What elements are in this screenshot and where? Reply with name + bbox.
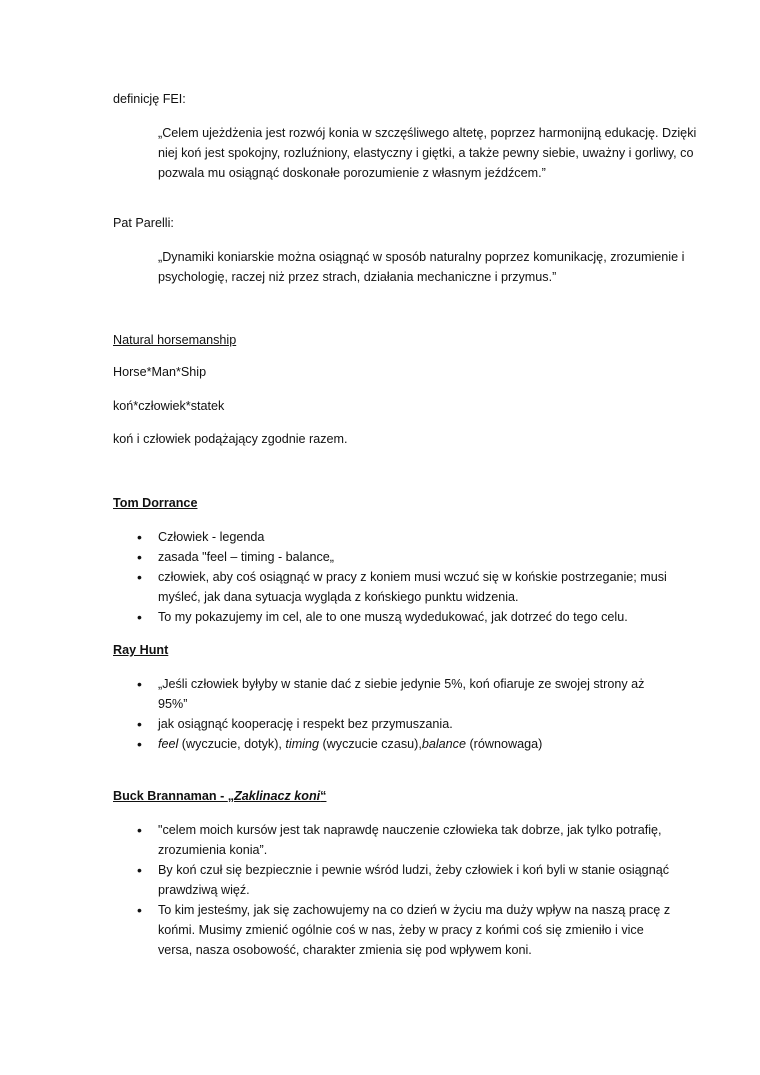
list-item: • człowiek, aby coś osiągnąć w pracy z koniem musi wczuć się w końskie postrzeganie; musi myśleć, jak dana sytuacja wygląda z końskiego punktu widzenia. (113, 567, 673, 607)
dorrance-list (113, 527, 673, 627)
list-item (113, 734, 673, 754)
brannaman-open-quote: „ (227, 789, 235, 803)
natural-line-1: Horse*Man*Ship (113, 365, 207, 379)
timing-term: timing (285, 737, 319, 751)
natural-horsemanship-heading: Natural horsemanship (113, 333, 237, 347)
list-item: • „Jeśli człowiek byłyby w stanie dać z siebie jedynie 5%, koń ofiaruje ze swojej strony aż 95%” (113, 674, 673, 714)
timing-desc: (wyczucie czasu), (318, 737, 422, 751)
feel-desc: (wyczucie, dotyk), (178, 737, 286, 751)
brannaman-heading (113, 789, 326, 803)
list-item: • To my pokazujemy im cel, ale to one muszą wydedukować, jak dotrzeć do tego celu. (113, 607, 673, 627)
natural-line-3: koń i człowiek podążający zgodnie razem. (113, 432, 348, 446)
list-item: • Człowiek - legenda (113, 527, 673, 547)
list-item: • "celem moich kursów jest tak naprawdę nauczenie człowieka tak dobrze, jak tylko potrafię, zrozumienia konia”. (113, 820, 673, 860)
hunt-list (113, 674, 673, 754)
feel-term: feel (158, 737, 179, 751)
parelli-label: Pat Parelli: (113, 216, 174, 230)
fei-label: definicję FEI: (113, 92, 186, 106)
fei-quote: „Celem ujeżdżenia jest rozwój konia w szczęśliwego altetę, poprzez harmonijną edukację. Dzięki niej koń jest spokojny, rozluźniony, elastyczny i giętki, a także pewny siebie, uważny i gorliwy, co pozwala mu osiągnąć doskonałe porozumienie z własnym jeźdźcem.” (158, 126, 697, 180)
brannaman-name: Buck Brannaman - (113, 789, 228, 803)
hunt-heading: Ray Hunt (113, 643, 169, 657)
balance-term: balance (421, 737, 466, 751)
parelli-quote: „Dynamiki koniarskie można osiągnąć w sposób naturalny poprzez komunikację, zrozumienie i psychologię, raczej niż przez strach, działania mechaniczne i przymus.” (158, 250, 685, 284)
natural-line-2: koń*człowiek*statek (113, 399, 225, 413)
brannaman-title: Zaklinacz koni (234, 789, 321, 803)
brannaman-close-quote: “ (320, 789, 327, 803)
list-item: • By koń czuł się bezpiecznie i pewnie wśród ludzi, żeby człowiek i koń byli w stanie osiągnąć prawdziwą więź. (113, 860, 673, 900)
list-item: • jak osiągnąć kooperację i respekt bez przymuszania. (113, 714, 673, 734)
balance-desc: (równowaga) (465, 737, 543, 751)
list-item: • zasada "feel – timing - balance„ (113, 547, 673, 567)
dorrance-heading: Tom Dorrance (113, 496, 198, 510)
brannaman-list (113, 820, 673, 960)
list-item: • To kim jesteśmy, jak się zachowujemy na co dzień w życiu ma duży wpływ na naszą pracę z końmi. Musimy zmienić ogólnie coś w nas, żeby w pracy z końmi coś się zmieniło i vice versa, nasza osobowość, charakter zmienia się pod wpływem koni. (113, 900, 673, 960)
